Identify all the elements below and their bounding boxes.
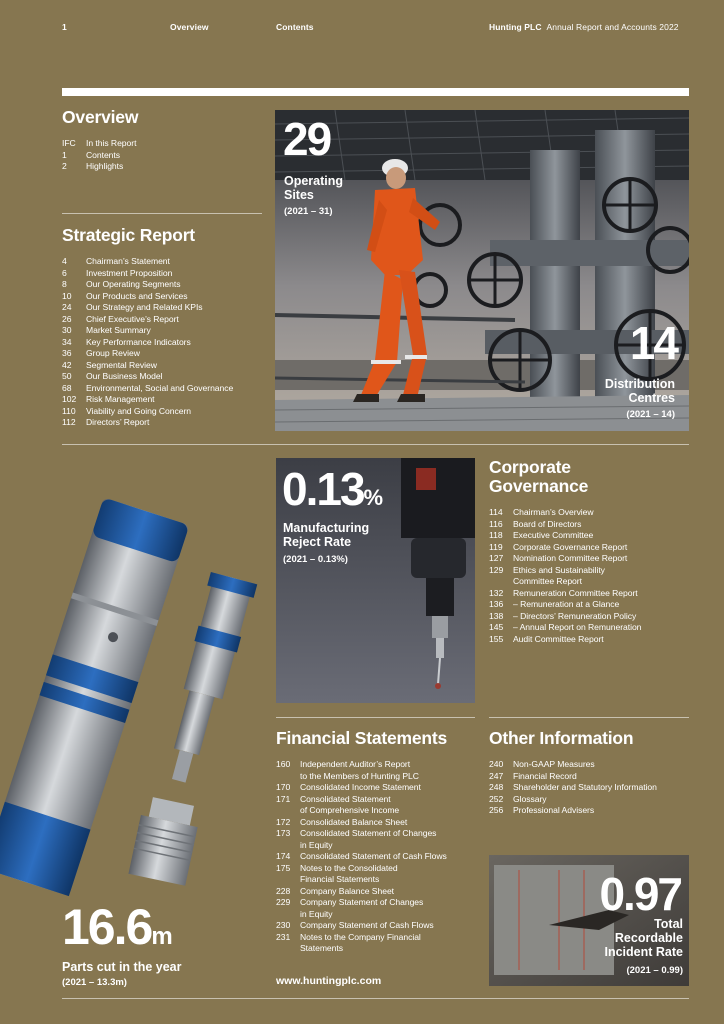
- operating-sites-value: 29: [283, 113, 331, 165]
- toc-page-number: 248: [489, 782, 504, 792]
- incident-rate-label: [605, 917, 684, 959]
- toc-entry[interactable]: [489, 576, 689, 588]
- parts-cut-number: 16.6: [62, 899, 152, 955]
- toc-page-number: [276, 943, 300, 955]
- toc-page-number: 42: [62, 359, 72, 370]
- divider: [276, 717, 475, 718]
- toc-entry-title: Company Statement of Cash Flows: [300, 920, 434, 930]
- toc-page-number: 174: [276, 851, 291, 861]
- toc-entry-title: Our Products and Services: [86, 290, 188, 301]
- toc-page-number: 2: [62, 161, 67, 171]
- operating-sites-label-line: Operating: [284, 174, 344, 188]
- toc-entry[interactable]: [62, 279, 267, 291]
- header-section: Overview: [170, 22, 209, 32]
- toc-page-number: 119: [489, 541, 503, 552]
- toc-page-number: [276, 771, 300, 783]
- toc-entry[interactable]: [489, 599, 689, 611]
- downhole-tool-image: [0, 480, 270, 910]
- toc-entry[interactable]: [276, 817, 476, 829]
- toc-entry[interactable]: [62, 383, 267, 395]
- toc-entry[interactable]: [489, 565, 689, 577]
- toc-entry-title: Nomination Committee Report: [513, 553, 628, 563]
- toc-page-number: [489, 576, 513, 588]
- toc-entry-title: Our Business Model: [86, 371, 163, 381]
- toc-entry-title: Notes to the Consolidated: [300, 862, 398, 873]
- toc-page-number: [276, 909, 300, 921]
- toc-entry[interactable]: [489, 588, 689, 600]
- distribution-centres-value: 14: [629, 317, 677, 369]
- toc-entry[interactable]: [489, 542, 689, 554]
- toc-entry[interactable]: [276, 943, 476, 955]
- header-company: Hunting PLC: [489, 22, 542, 32]
- top-bar: [62, 88, 689, 96]
- parts-cut-unit: m: [151, 923, 173, 950]
- toc-entry-title: Board of Directors: [513, 518, 582, 529]
- toc-entry[interactable]: [62, 161, 262, 173]
- toc-entry[interactable]: [489, 611, 689, 623]
- distribution-centres-label: [605, 377, 675, 405]
- toc-entry[interactable]: [62, 325, 267, 337]
- distribution-centres-prior: (2021 – 14): [626, 409, 675, 420]
- toc-page-number: 10: [62, 290, 72, 301]
- toc-page-number: 252: [489, 793, 504, 804]
- toc-entry[interactable]: [489, 634, 689, 646]
- toc-entry-title: Corporate Governance Report: [513, 541, 628, 552]
- reject-rate-number: 0.13: [282, 463, 364, 515]
- website-link[interactable]: www.huntingplc.com: [276, 975, 382, 987]
- parts-cut-value: [62, 899, 173, 955]
- incident-rate-label-line: Recordable: [614, 931, 683, 945]
- toc-entry-title: – Annual Report on Remuneration: [513, 622, 642, 632]
- toc-entry-title: Non-GAAP Measures: [513, 759, 595, 769]
- toc-page-number: 229: [276, 897, 291, 907]
- toc-page-number: 6: [62, 267, 67, 278]
- operator-photo-panel: [275, 110, 689, 431]
- toc-entry-title: Chief Executive’s Report: [86, 313, 179, 324]
- distribution-centres-label-line: Centres: [628, 391, 675, 405]
- toc-entry-title: Investment Proposition: [86, 267, 173, 278]
- toc-page-number: 155: [489, 633, 504, 644]
- toc-entry-title: Consolidated Statement of Cash Flows: [300, 851, 447, 861]
- toc-entry-title: Financial Statements: [300, 874, 380, 884]
- toc-entry-title: Company Statement of Changes: [300, 897, 424, 907]
- toc-entry[interactable]: [276, 794, 476, 806]
- toc-page-number: 247: [489, 770, 504, 781]
- distribution-centres-label-line: Distribution: [604, 377, 675, 391]
- incident-rate-label-line: Incident Rate: [604, 945, 683, 959]
- toc-page-number: 34: [62, 336, 72, 347]
- toc-page-number: 230: [276, 920, 291, 930]
- toc-page-number: 102: [62, 394, 77, 404]
- corporate-governance-title-line: Governance: [489, 476, 589, 497]
- reject-rate-unit: %: [363, 485, 384, 510]
- toc-page-number: 8: [62, 279, 67, 289]
- toc-entry-title: Group Review: [86, 348, 140, 358]
- toc-entry[interactable]: [276, 782, 476, 794]
- toc-page-number: 256: [489, 805, 504, 815]
- toc-entry[interactable]: [276, 897, 476, 909]
- toc-page-number: 160: [276, 759, 291, 769]
- toc-entry-title: Independent Auditor’s Report: [300, 759, 411, 769]
- toc-entry[interactable]: [276, 863, 476, 875]
- toc-entry-title: Audit Committee Report: [513, 633, 604, 644]
- reject-rate-label: [283, 521, 369, 549]
- toc-page-number: 228: [276, 885, 291, 896]
- toc-page-number: 145: [489, 622, 504, 632]
- toc-entry-title: Remuneration Committee Report: [513, 587, 638, 598]
- toc-page-number: 68: [62, 382, 72, 393]
- toc-entry[interactable]: [62, 417, 267, 429]
- toc-entry-title: Executive Committee: [513, 530, 594, 540]
- reject-rate-label-line: Manufacturing: [283, 521, 370, 535]
- toc-page-number: IFC: [62, 138, 76, 148]
- financial-statements-toc: [276, 759, 476, 955]
- overview-toc: [62, 138, 262, 173]
- toc-entry-title: Chairman’s Overview: [513, 507, 594, 517]
- toc-entry-title: Consolidated Statement of Changes: [300, 828, 437, 838]
- toc-entry[interactable]: [276, 886, 476, 898]
- toc-entry-title: Risk Management: [86, 394, 155, 404]
- toc-page-number: [276, 840, 300, 852]
- toc-entry[interactable]: [489, 759, 689, 771]
- toc-entry[interactable]: [276, 805, 476, 817]
- toc-entry-title: Segmental Review: [86, 359, 157, 370]
- incident-rate-value: 0.97: [599, 868, 681, 920]
- corporate-governance-title-line: Corporate: [489, 457, 571, 477]
- toc-entry-title: Key Performance Indicators: [86, 336, 191, 347]
- toc-entry-title: Company Balance Sheet: [300, 885, 395, 896]
- toc-entry-title: in Equity: [300, 839, 333, 850]
- toc-page-number: 170: [276, 782, 291, 792]
- corporate-governance-toc: [489, 507, 689, 645]
- toc-entry[interactable]: [489, 622, 689, 634]
- overview-title: Overview: [62, 107, 139, 127]
- toc-page-number: [276, 874, 300, 886]
- parts-cut-prior: (2021 – 13.3m): [62, 977, 127, 988]
- header-report-title: Annual Report and Accounts 2022: [546, 22, 679, 32]
- toc-page-number: 175: [276, 862, 291, 873]
- header-subsection: Contents: [276, 22, 314, 32]
- toc-entry[interactable]: [276, 840, 476, 852]
- toc-entry[interactable]: [276, 828, 476, 840]
- toc-entry-title: in Equity: [300, 908, 333, 919]
- operating-sites-prior: (2021 – 31): [284, 206, 333, 217]
- reject-rate-label-line: Reject Rate: [283, 535, 352, 549]
- strategic-report-title: Strategic Report: [62, 225, 195, 245]
- toc-entry-title: Our Operating Segments: [86, 279, 181, 289]
- toc-entry-title: Contents: [86, 149, 120, 160]
- toc-entry[interactable]: [62, 256, 267, 268]
- toc-entry[interactable]: [276, 920, 476, 932]
- toc-page-number: 1: [62, 149, 67, 160]
- financial-statements-title: Financial Statements: [276, 728, 448, 748]
- toc-entry[interactable]: [62, 394, 267, 406]
- toc-entry-title: Consolidated Balance Sheet: [300, 816, 408, 827]
- reject-rate-value: [282, 463, 384, 515]
- divider: [62, 444, 689, 445]
- corporate-governance-title: [489, 458, 588, 497]
- toc-entry[interactable]: [62, 348, 267, 360]
- toc-page-number: 136: [489, 599, 504, 609]
- toc-entry-title: Committee Report: [513, 576, 582, 586]
- toc-page-number: 127: [489, 553, 504, 563]
- toc-entry[interactable]: [489, 794, 689, 806]
- toc-page-number: 171: [276, 793, 291, 804]
- toc-page-number: 30: [62, 325, 72, 335]
- toc-entry-title: Highlights: [86, 161, 124, 171]
- toc-entry-title: Directors’ Report: [86, 417, 150, 427]
- operating-sites-label-line: Sites: [284, 188, 314, 202]
- reject-rate-panel: [276, 458, 475, 703]
- toc-entry[interactable]: [276, 771, 476, 783]
- toc-entry[interactable]: [62, 268, 267, 280]
- toc-entry[interactable]: [489, 530, 689, 542]
- toc-entry[interactable]: [489, 805, 689, 817]
- toc-entry[interactable]: [276, 759, 476, 771]
- toc-entry-title: Market Summary: [86, 325, 151, 335]
- page-number: 1: [62, 22, 67, 32]
- toc-entry[interactable]: [489, 553, 689, 565]
- operating-sites-label: [284, 174, 343, 202]
- toc-entry-title: Ethics and Sustainability: [513, 564, 605, 575]
- toc-entry-title: Shareholder and Statutory Information: [513, 782, 657, 792]
- other-information-toc: [489, 759, 689, 817]
- toc-entry[interactable]: [489, 771, 689, 783]
- toc-entry-title: – Directors’ Remuneration Policy: [513, 610, 637, 621]
- strategic-report-toc: [62, 256, 267, 429]
- toc-page-number: 110: [62, 405, 76, 416]
- toc-entry[interactable]: [489, 519, 689, 531]
- divider: [62, 998, 689, 999]
- incident-rate-label-line: Total: [654, 917, 683, 931]
- other-information-title: Other Information: [489, 728, 634, 748]
- toc-page-number: 231: [276, 931, 291, 942]
- toc-entry[interactable]: [62, 302, 267, 314]
- toc-entry[interactable]: [276, 851, 476, 863]
- toc-entry[interactable]: [276, 874, 476, 886]
- toc-entry[interactable]: [62, 150, 262, 162]
- toc-entry[interactable]: [276, 909, 476, 921]
- toc-page-number: 4: [62, 256, 67, 266]
- incident-rate-prior: (2021 – 0.99): [626, 965, 683, 976]
- toc-entry-title: Consolidated Statement: [300, 793, 391, 804]
- toc-page-number: 173: [276, 828, 291, 838]
- toc-entry-title: of Comprehensive Income: [300, 805, 400, 815]
- divider: [62, 213, 262, 214]
- toc-entry-title: Notes to the Company Financial: [300, 931, 421, 942]
- toc-entry-title: – Remuneration at a Glance: [513, 599, 620, 609]
- toc-entry-title: Environmental, Social and Governance: [86, 382, 234, 393]
- parts-cut-label: Parts cut in the year: [62, 960, 182, 974]
- toc-entry[interactable]: [62, 371, 267, 383]
- toc-entry-title: Our Strategy and Related KPIs: [86, 302, 203, 312]
- toc-entry-title: In this Report: [86, 138, 137, 148]
- toc-page-number: 50: [62, 371, 72, 381]
- toc-page-number: [276, 805, 300, 817]
- toc-entry[interactable]: [62, 360, 267, 372]
- toc-entry[interactable]: [489, 507, 689, 519]
- toc-entry[interactable]: [62, 291, 267, 303]
- toc-page-number: 240: [489, 759, 504, 769]
- toc-page-number: 24: [62, 302, 72, 312]
- toc-page-number: 172: [276, 816, 291, 827]
- toc-entry[interactable]: [62, 138, 262, 150]
- toc-entry[interactable]: [62, 406, 267, 418]
- toc-entry[interactable]: [276, 932, 476, 944]
- incident-rate-panel: [489, 855, 689, 986]
- toc-page-number: 138: [489, 610, 504, 621]
- toc-entry[interactable]: [489, 782, 689, 794]
- header-publication: [489, 22, 679, 32]
- toc-entry-title: Chairman’s Statement: [86, 256, 170, 266]
- toc-entry-title: Consolidated Income Statement: [300, 782, 421, 792]
- reject-rate-prior: (2021 – 0.13%): [283, 554, 348, 565]
- toc-page-number: 116: [489, 518, 503, 529]
- toc-entry-title: Professional Advisers: [513, 805, 595, 815]
- toc-entry[interactable]: [62, 337, 267, 349]
- toc-entry-title: Glossary: [513, 793, 547, 804]
- toc-page-number: 132: [489, 587, 504, 598]
- toc-page-number: 112: [62, 417, 76, 427]
- divider: [489, 717, 689, 718]
- toc-entry-title: to the Members of Hunting PLC: [300, 770, 419, 781]
- toc-page-number: 118: [489, 530, 503, 540]
- toc-page-number: 26: [62, 313, 72, 324]
- toc-entry-title: Viability and Going Concern: [86, 405, 192, 416]
- toc-entry-title: Statements: [300, 943, 343, 953]
- toc-page-number: 114: [489, 507, 503, 517]
- toc-page-number: 36: [62, 348, 72, 358]
- toc-page-number: 129: [489, 564, 504, 575]
- toc-entry[interactable]: [62, 314, 267, 326]
- toc-entry-title: Financial Record: [513, 770, 577, 781]
